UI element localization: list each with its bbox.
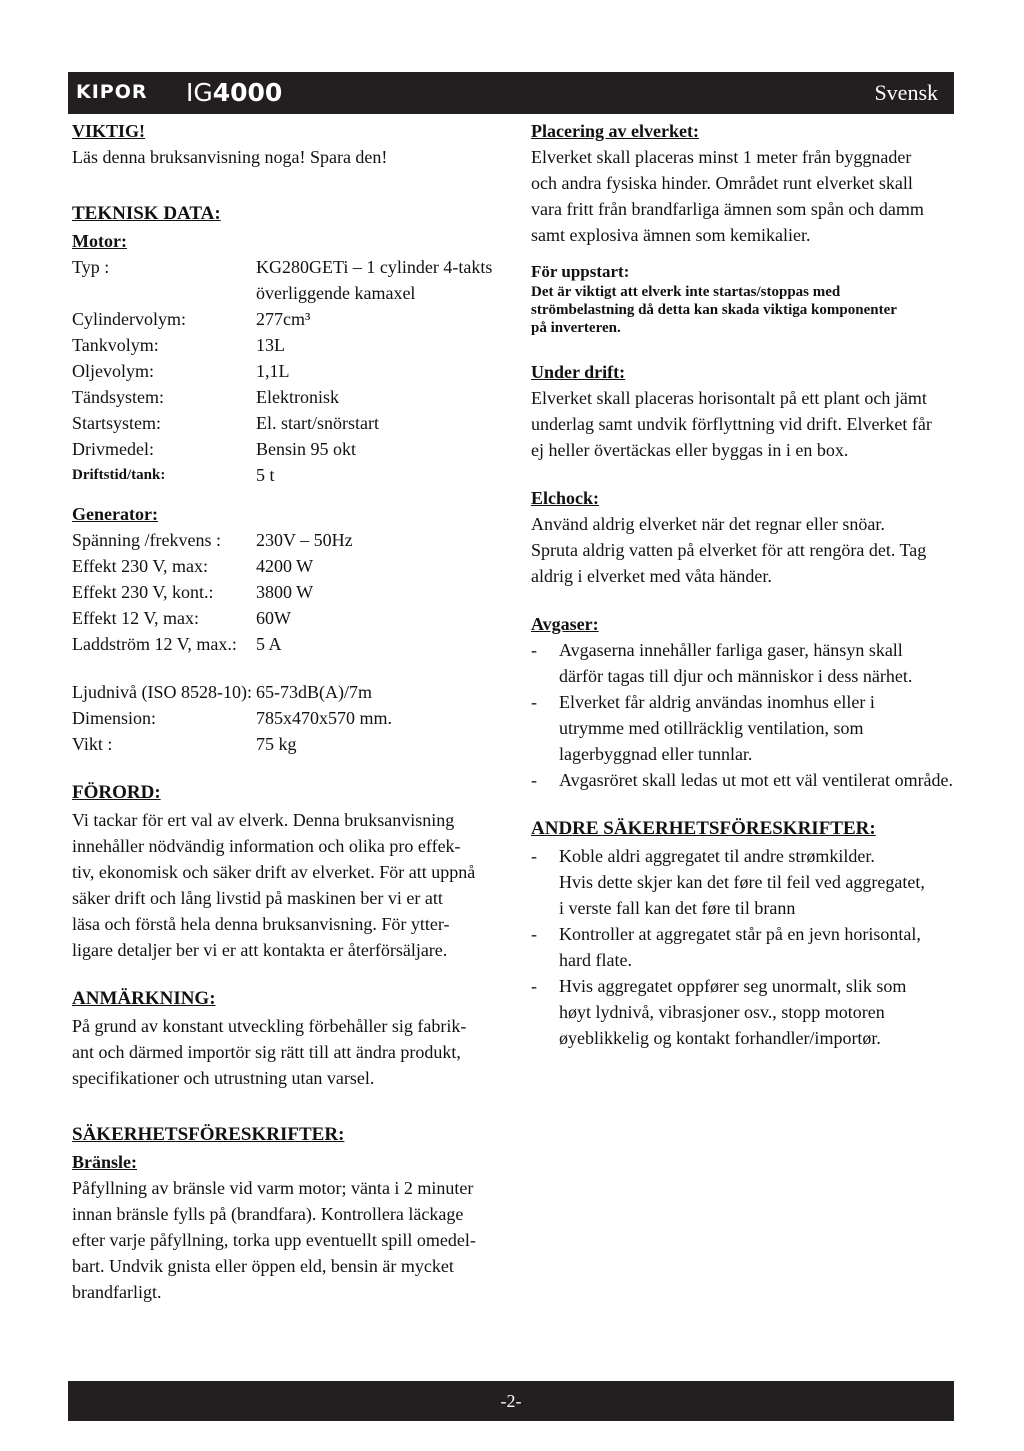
list-item-text: utrymme med otillräcklig ventilation, som [559,718,864,738]
text-line: innan bränsle fylls på (brandfara). Kontrollera läckage [72,1204,464,1224]
spec-value: El. start/snörstart [256,413,379,433]
spec-label: Oljevolym: [72,361,154,381]
spec-row [72,280,512,306]
teknisk-data-heading: TEKNISK DATA: [72,203,221,224]
spec-value: 785x470x570 mm. [256,708,393,728]
spec-label: Drivmedel: [72,439,154,459]
uppstart-text [531,283,961,337]
spec-label: Cylindervolym: [72,309,186,329]
text-line: Påfyllning av bränsle vid varm motor; vänta i 2 minuter [72,1178,474,1198]
spec-row [72,332,512,358]
list-item [531,947,961,973]
right-column [531,118,961,1051]
viktig-heading: VIKTIG! [72,121,146,141]
text-line: efter varje påfyllning, torka upp eventuellt spill omedel- [72,1230,476,1250]
list-item-text: Avgaserna innehåller farliga gaser, hänsyn skall [559,640,903,660]
avgaser-list [531,637,961,793]
spec-label: Tankvolym: [72,335,159,355]
list-item-text: Kontroller at aggregatet står på en jevn horisontal, [559,924,921,944]
spec-label: Spänning /frekvens : [72,530,221,550]
spec-row [72,410,512,436]
list-item-text: därför tagas till djur och människor i dess närhet. [559,666,913,686]
text-line: bart. Undvik gnista eller öppen eld, bensin är mycket [72,1256,454,1276]
list-item-text: øyeblikkelig og kontakt forhandler/importør. [559,1028,881,1048]
footer-bar [68,1381,954,1421]
spec-label: Startsystem: [72,413,161,433]
text-line: ligare detaljer ber vi er att kontakta er återförsäljare. [72,940,448,960]
spec-row [72,527,512,553]
avgaser-heading: Avgaser: [531,614,599,634]
spec-label: Effekt 12 V, max: [72,608,199,628]
bullet-dash: - [531,976,537,996]
brand-logo: KIPOR [76,81,148,103]
spec-value: 65-73dB(A)/7m [256,682,372,702]
spec-row [72,553,512,579]
spec-row [72,631,512,657]
bullet-dash: - [531,640,537,660]
language-label: Svensk [874,80,938,105]
bullet-dash: - [531,692,537,712]
spec-value: 277cm³ [256,309,311,329]
text-line: Det är viktigt att elverk inte startas/stoppas med [531,284,841,300]
spec-value: 230V – 50Hz [256,530,353,550]
spec-value: Elektronisk [256,387,339,407]
text-line: samt explosiva ämnen som kemikalier. [531,225,811,245]
list-item-text: Koble aldri aggregatet til andre strømkilder. [559,846,875,866]
bullet-dash [531,741,559,767]
text-line: brandfarligt. [72,1282,162,1302]
elchock-heading: Elchock: [531,488,600,508]
bullet-dash [531,895,559,921]
spec-value: 5 A [256,634,282,654]
list-item [531,895,961,921]
bullet-dash [531,999,559,1025]
page-number: -2- [500,1391,522,1411]
spec-row: Driftstid/tank: 5 t [72,465,275,485]
bullet-dash [531,869,559,895]
forord-text [72,807,512,963]
text-line: underlag samt undvik förflyttning vid drift. Elverket får [531,414,932,434]
list-item [531,741,961,767]
spec-row [72,705,512,731]
bullet-dash [531,663,559,689]
placering-heading: Placering av elverket: [531,121,699,141]
text-line: Elverket skall placeras minst 1 meter från byggnader [531,147,912,167]
text-line: Använd aldrig elverket när det regnar eller snöar. [531,514,885,534]
andre-heading: ANDRE SÄKERHETSFÖRESKRIFTER: [531,818,876,839]
text-line: säker drift och lång livstid på maskinen ber vi er att [72,888,443,908]
text-line: strömbelastning då detta kan skada viktiga komponenter [531,302,897,318]
spec-value: 4200 W [256,556,314,576]
bransle-text [72,1175,512,1305]
list-item-text: hard flate. [559,950,632,970]
bullet-dash [531,947,559,973]
spec-row [72,679,512,705]
forord-heading: FÖRORD: [72,782,161,803]
list-item [531,1025,961,1051]
text-line: ant och därmed importör sig rätt till att ändra produkt, [72,1042,461,1062]
list-item [531,869,961,895]
list-item-text: høyt lydnivå, vibrasjoner osv., stopp motoren [559,1002,885,1022]
text-line: innehåller nödvändig information och olika pro effek- [72,836,461,856]
motor-heading: Motor: [72,231,127,251]
list-item [531,637,961,663]
anmarkning-heading: ANMÄRKNING: [72,988,216,1009]
spec-label: Vikt : [72,734,113,754]
spec-value: 75 kg [256,734,297,754]
spec-value: överliggende kamaxel [256,283,416,303]
list-item [531,715,961,741]
header-bar [68,72,954,114]
spec-label: Tändsystem: [72,387,164,407]
left-column [72,118,512,1305]
viktig-text: Läs denna bruksanvisning noga! Spara den! [72,147,388,167]
drift-text [531,385,961,463]
text-line: aldrig i elverket med våta händer. [531,566,772,586]
text-line: Vi tackar för ert val av elverk. Denna bruksanvisning [72,810,455,830]
spec-row [72,731,512,757]
spec-label: Typ : [72,257,110,277]
spec-value: 60W [256,608,291,628]
list-item [531,999,961,1025]
spec-row [72,254,512,280]
text-line: tiv, ekonomisk och säker drift av elverket. För att uppnå [72,862,476,882]
sakerhet-heading: SÄKERHETSFÖRESKRIFTER: [72,1124,345,1145]
spec-row [72,436,512,462]
bullet-dash: - [531,770,537,790]
uppstart-heading: För uppstart: [531,262,630,281]
anmarkning-text [72,1013,512,1091]
spec-label: Dimension: [72,708,156,728]
misc-spec-list [72,679,512,757]
elchock-text [531,511,961,589]
list-item-text: lagerbyggnad eller tunnlar. [559,744,753,764]
list-item [531,921,961,947]
spec-label: Laddström 12 V, max.: [72,634,237,654]
list-item [531,689,961,715]
list-item [531,767,961,793]
list-item-text: Hvis aggregatet oppfører seg unormalt, slik som [559,976,907,996]
bransle-heading: Bränsle: [72,1152,137,1172]
bullet-dash [531,715,559,741]
text-line: på inverteren. [531,320,621,336]
text-line: ej heller övertäckas eller byggas in i en box. [531,440,849,460]
model-name: IG4000 [186,78,283,107]
text-line: På grund av konstant utveckling förbehåller sig fabrik- [72,1016,467,1036]
spec-value: 3800 W [256,582,314,602]
list-item [531,663,961,689]
bullet-dash [531,1025,559,1051]
generator-spec-list [72,527,512,657]
spec-row [72,384,512,410]
spec-row [72,358,512,384]
text-line: läsa och förstå hela denna bruksanvisning. För ytter- [72,914,450,934]
drift-heading: Under drift: [531,362,626,382]
spec-value: 13L [256,335,285,355]
bullet-dash: - [531,924,537,944]
list-item [531,843,961,869]
text-line: och andra fysiska hinder. Området runt elverket skall [531,173,913,193]
text-line: Spruta aldrig vatten på elverket för att rengöra det. Tag [531,540,927,560]
text-line: specifikationer och utrustning utan varsel. [72,1068,375,1088]
spec-label [72,280,256,306]
spec-value: KG280GETi – 1 cylinder 4-takts [256,257,493,277]
text-line: vara fritt från brandfarliga ämnen som spån och damm [531,199,924,219]
andre-list [531,843,961,1051]
spec-label: Ljudnivå (ISO 8528-10): [72,682,252,702]
spec-value: 1,1L [256,361,290,381]
spec-row [72,306,512,332]
list-item-text: Avgasröret skall ledas ut mot ett väl ventilerat område. [559,770,954,790]
generator-heading: Generator: [72,504,158,524]
spec-value: Bensin 95 okt [256,439,357,459]
list-item-text: Hvis dette skjer kan det føre til feil ved aggregatet, [559,872,925,892]
list-item [531,973,961,999]
bullet-dash: - [531,846,537,866]
list-item-text: Elverket får aldrig användas inomhus eller i [559,692,875,712]
spec-label: Effekt 230 V, kont.: [72,582,214,602]
text-line: Elverket skall placeras horisontalt på ett plant och jämt [531,388,927,408]
motor-spec-list [72,254,512,462]
placering-text [531,144,961,248]
spec-row [72,579,512,605]
list-item-text: i verste fall kan det føre til brann [559,898,796,918]
spec-label: Effekt 230 V, max: [72,556,208,576]
spec-row [72,605,512,631]
